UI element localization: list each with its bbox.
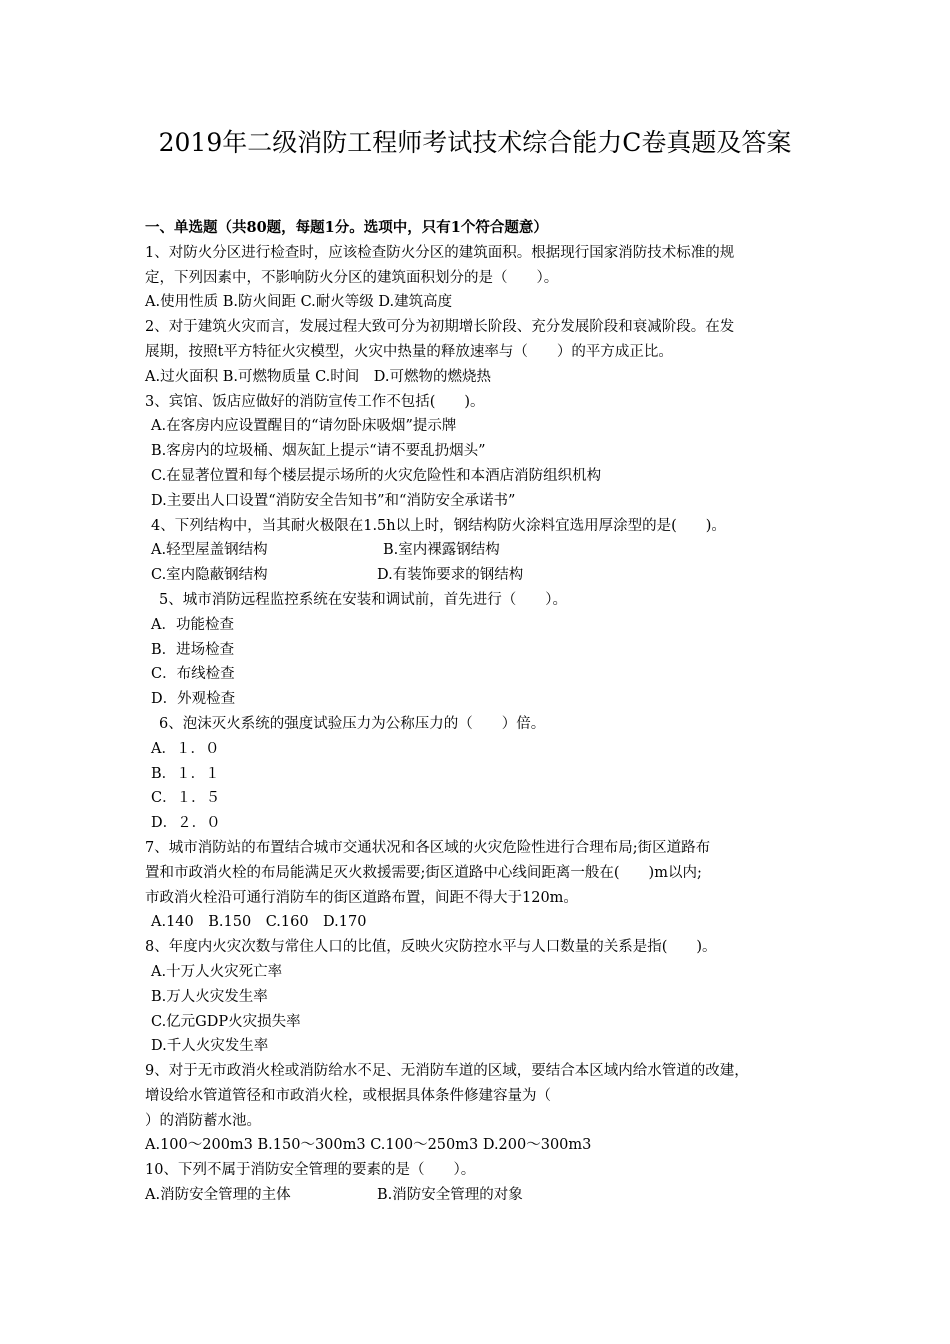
question-5-option-a: A．功能检查: [151, 616, 234, 633]
question-3-option-a: A.在客房内应设置醒目的“请勿卧床吸烟”提示牌: [151, 418, 457, 435]
question-9-stem-line-1: 9、对于无市政消火栓或消防给水不足、无消防车道的区域，要结合本区域内给水管道的改建，: [145, 1063, 749, 1080]
question-7-stem-line-2: 置和市政消火栓的布局能满足灭火救援需要;街区道路中心线间距离一般在( )m以内;: [145, 864, 702, 881]
question-4-option-b: B.室内裸露钢结构: [383, 542, 500, 559]
question-10-stem: 10、下列不属于消防安全管理的要素的是（ ）。: [145, 1162, 476, 1179]
question-10-option-b: B.消防安全管理的对象: [377, 1187, 523, 1204]
question-4-options-row-1: [145, 538, 825, 563]
question-9-stem-line-2: 增设给水管道管径和市政消火栓，或根据具体条件修建容量为（: [145, 1087, 551, 1104]
question-3-option-d: D.主要出人口设置“消防安全告知书”和“消防安全承诺书”: [151, 492, 516, 509]
question-2-stem-line-2: 展期，按照t平方特征火灾模型，火灾中热量的释放速率与（ ）的平方成正比。: [145, 343, 673, 360]
question-10-options-row-1: [145, 1183, 825, 1208]
question-5-option-b: B．进场检查: [151, 641, 235, 658]
document-body: [145, 216, 825, 1208]
page-title: 2019年二级消防工程师考试技术综合能力C卷真题及答案: [158, 128, 792, 157]
question-1-options: A.使用性质 B.防火间距 C.耐火等级 D.建筑高度: [145, 294, 453, 311]
question-8-stem: 8、年度内火灾次数与常住人口的比值，反映火灾防控水平与人口数量的关系是指( )。: [145, 939, 717, 956]
question-2-stem-line-1: 2、对于建筑火灾而言，发展过程大致可分为初期增长阶段、充分发展阶段和衰减阶段。在发: [145, 319, 735, 336]
question-4-option-a: A.轻型屋盖钢结构: [151, 542, 268, 559]
question-2-options: A.过火面积 B.可燃物质量 C.时间 D.可燃物的燃烧热: [145, 368, 491, 385]
question-7-stem-line-3: 市政消火栓沿可通行消防车的街区道路布置，间距不得大于120m。: [145, 889, 578, 906]
question-6-option-d: D．２．０: [151, 815, 221, 832]
question-10-option-a: A.消防安全管理的主体: [145, 1187, 291, 1204]
question-4-option-c: C.室内隐蔽钢结构: [151, 567, 268, 584]
question-6-option-b: B．１．１: [151, 765, 220, 782]
question-7-options: A.140 B.150 C.160 D.170: [151, 914, 367, 931]
question-9-options: A.100～200m3 B.150～300m3 C.100～250m3 D.200～300m3: [145, 1137, 592, 1154]
question-5-option-d: D．外观检查: [151, 691, 236, 708]
question-8-option-d: D.千人火灾发生率: [151, 1038, 269, 1055]
question-3-stem: 3、宾馆、饭店应做好的消防宣传工作不包括( )。: [145, 393, 485, 410]
question-8-option-c: C.亿元GDP火灾损失率: [151, 1013, 301, 1030]
question-3-option-c: C.在显著位置和每个楼层提示场所的火灾危险性和本酒店消防组织机构: [151, 467, 602, 484]
question-8-option-b: B.万人火灾发生率: [151, 988, 268, 1005]
question-6-stem: 6、泡沫灭火系统的强度试验压力为公称压力的（ ）倍。: [159, 715, 546, 732]
section-heading: 一、单选题（共80题，每题1分。选项中，只有1个符合题意）: [145, 219, 548, 236]
question-6-option-a: A．１．０: [151, 740, 220, 757]
question-5-stem: 5、城市消防远程监控系统在安装和调试前，首先进行（ ）。: [159, 591, 567, 608]
question-8-option-a: A.十万人火灾死亡率: [151, 963, 283, 980]
question-1-stem-line-2: 定，下列因素中，不影响防火分区的建筑面积划分的是（ ）。: [145, 269, 559, 286]
question-4-stem: 4、下列结构中，当其耐火极限在1.5h以上时，钢结构防火涂料宜选用厚涂型的是( )。: [151, 517, 726, 534]
question-5-option-c: C．布线检查: [151, 666, 235, 683]
question-4-option-d: D.有装饰要求的钢结构: [377, 567, 524, 584]
question-6-option-c: C．１．５: [151, 790, 221, 807]
question-3-option-b: B.客房内的垃圾桶、烟灰缸上提示“请不要乱扔烟头”: [151, 443, 486, 460]
question-9-stem-line-3: ）的消防蓄水池。: [145, 1112, 261, 1129]
question-1-stem-line-1: 1、对防火分区进行检查时，应该检查防火分区的建筑面积。根据现行国家消防技术标准的规: [145, 244, 735, 261]
question-7-stem-line-1: 7、城市消防站的布置结合城市交通状况和各区域的火灾危险性进行合理布局;街区道路布: [145, 839, 711, 856]
question-4-options-row-2: [145, 563, 825, 588]
